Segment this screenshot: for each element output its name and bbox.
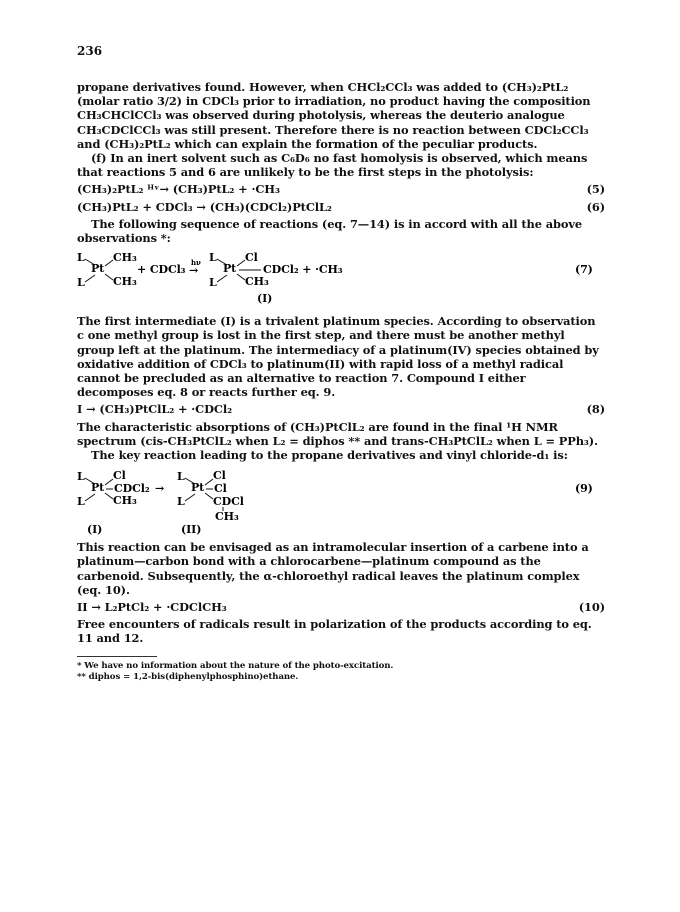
svg-text:Pt: Pt — [91, 262, 105, 276]
equation-6-text: (CH₃)PtL₂ + CDCl₃ → (CH₃)(CDCl₂)PtClL₂ — [77, 199, 332, 214]
compound-I-label-2: (I) — [87, 523, 103, 537]
equation-7-structure — [77, 248, 605, 308]
equation-7-number: (7) — [575, 263, 593, 277]
svg-text:Pt: Pt — [223, 262, 237, 276]
svg-text:CH₃: CH₃ — [215, 510, 239, 524]
svg-text:CH₃: CH₃ — [113, 275, 137, 289]
svg-text:Pt: Pt — [191, 481, 205, 495]
equation-5-number: (5) — [586, 182, 605, 197]
svg-text:L: L — [209, 251, 217, 265]
svg-text:Pt: Pt — [91, 481, 105, 495]
svg-text:CDCl₂: CDCl₂ — [114, 482, 150, 496]
footnote-1: * We have no information about the nature of the photo-excitation. — [77, 660, 394, 671]
svg-text:+ CDCl₃: + CDCl₃ — [137, 263, 186, 277]
svg-text:CH₃: CH₃ — [113, 251, 137, 265]
equation-9-structure — [77, 465, 605, 537]
compound-I-label: (I) — [257, 292, 273, 306]
paragraph-5: The characteristic absorptions of (CH₃)PtClL₂ are found in the final ¹H NMR spectrum (cis-CH₃PtClL₂ when L₂ = diphos ** and trans-CH₃PtClL₂ when L = PPh₃). — [77, 419, 598, 448]
svg-text:Cl: Cl — [113, 469, 126, 483]
paragraph-2: (f) In an inert solvent such as C₆D₆ no fast homolysis is observed, which means that reactions 5 and 6 are unlikely to be the first steps in the photolysis: — [77, 151, 588, 180]
svg-text:L: L — [177, 495, 185, 509]
equation-8-text: I → (CH₃)PtClL₂ + ·CDCl₂ — [77, 402, 232, 417]
svg-text:L: L — [209, 276, 217, 290]
equation-6-number: (6) — [586, 199, 605, 214]
svg-text:L: L — [77, 276, 85, 290]
svg-text:CDCl₂ + ·CH₃: CDCl₂ + ·CH₃ — [263, 263, 343, 277]
page-number: 236 — [77, 44, 103, 58]
equation-5-text: (CH₃)₂PtL₂ ᴴᵛ→ (CH₃)PtL₂ + ·CH₃ — [77, 182, 280, 197]
equation-9-scheme — [77, 465, 605, 537]
svg-text:L: L — [177, 470, 185, 484]
paragraph-6: The key reaction leading to the propane derivatives and vinyl chloride-d₁ is: — [91, 448, 568, 463]
paragraph-3: The following sequence of reactions (eq. 7—14) is in accord with all the above observations *: — [77, 216, 583, 246]
compound-II-label: (II) — [181, 523, 202, 537]
footnote-2: ** diphos = 1,2-bis(diphenylphosphino)ethane. — [77, 671, 299, 682]
svg-text:Cl: Cl — [214, 482, 227, 496]
equation-5 — [77, 182, 605, 196]
svg-text:L: L — [77, 495, 85, 509]
equation-7-scheme — [77, 248, 605, 308]
svg-text:Cl: Cl — [245, 251, 258, 265]
equation-9-number: (9) — [575, 482, 593, 496]
paragraph-1: propane derivatives found. However, when CHCl₂CCl₃ was added to (CH₃)₂PtL₂ (molar ratio 3/2) in CDCl₃ prior to irradiation, no product having the composition CH₃CHClCCl₃ was observed during photolysis, whereas the deuterio analogue CH₃CDClCCl₃ was still present. Therefore there is no reaction between CDCl₂CCl₃ and (CH₃)₂PtL₂ which can explain the formation of the peculiar products. — [77, 80, 591, 151]
svg-text:CDCl: CDCl — [213, 495, 244, 509]
svg-text:L: L — [77, 470, 85, 484]
svg-text:Cl: Cl — [213, 469, 226, 483]
equation-10-text: II → L₂PtCl₂ + ·CDClCH₃ — [77, 600, 227, 615]
paragraph-8: Free encounters of radicals result in polarization of the products according to eq. 11 and 12. — [77, 617, 592, 646]
equation-10-number: (10) — [578, 600, 605, 615]
equation-10 — [77, 600, 605, 614]
body-text — [77, 80, 605, 683]
paragraph-4: The first intermediate (I) is a trivalent platinum species. According to observation c one methyl group is lost in the first step, and there must be another methyl group left at the platinum. The intermediacy of a platinum(IV) species obtained by oxidative addition of CDCl₃ to platinum(II) with rapid loss of a methyl radical cannot be precluded as an alternative to reaction 7. Compound I either decomposes eq. 8 or reacts further eq. 9. — [77, 314, 599, 400]
paragraph-7: This reaction can be envisaged as an intramolecular insertion of a carbene into a platinum—carbon bond with a chlorocarbene—platinum compound as the carbenoid. Subsequently, the α-chloroethyl radical leaves the platinum complex (eq. 10). — [77, 540, 589, 597]
svg-text:CH₃: CH₃ — [245, 275, 269, 289]
equation-8 — [77, 402, 605, 416]
footnote-divider — [77, 656, 157, 657]
svg-text:→: → — [189, 264, 199, 278]
svg-text:CH₃: CH₃ — [113, 494, 137, 508]
svg-text:L: L — [77, 251, 85, 265]
svg-text:→: → — [155, 482, 165, 496]
equation-8-number: (8) — [586, 402, 605, 417]
equation-6 — [77, 200, 605, 214]
svg-text:hν: hν — [191, 258, 201, 268]
